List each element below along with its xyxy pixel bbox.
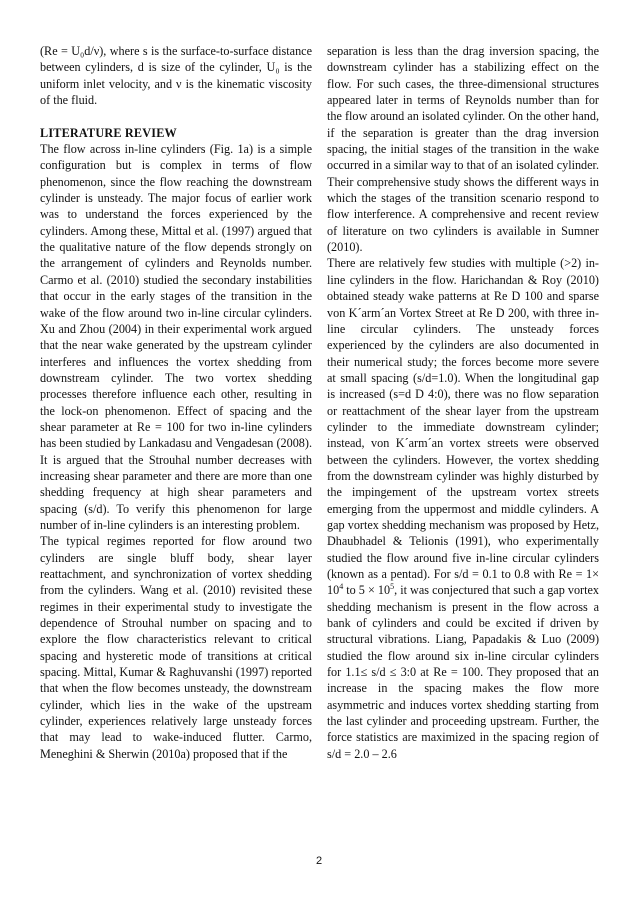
right-column — [327, 43, 599, 762]
paragraph-text: , it was conjectured that such a gap vortex shedding mechanism is present in the flow across a bank of cylinders and could be excited if driven by structural vibrations. Liang, Papadakis & Luo (2009) studied the flow around six in-line circular cylinders for 1.1≤ s/d ≤ 3:0 at Re = 100. They proposed that an increase in the spacing makes the flow more asymmetric and induces vortex shedding starting from the last cylinder and proceeding upstream. Further, the force statistics are maximized in the spacing region of s/d = 2.0 – 2.6 — [327, 583, 599, 761]
paragraph-text: to 5 × 10 — [343, 583, 391, 598]
body-paragraph: The flow across in-line cylinders (Fig. 1a) is a simple configuration but is complex in terms of flow phenomenon, since the flow reaching the downstream cylinder is unsteady. The major focus of earlier work was to understand the forces experienced by the cylinders. Among these, Mittal et al. (1997) argued that the qualitative nature of the flow depends strongly on the arrangement of cylinders and Reynolds number. Carmo et al. (2010) studied the secondary instabilities that occur in the early stages of the transition in the wake of the flow around two in-line circular cylinders. Xu and Zhou (2004) in their experimental work argued that the near wake generated by the upstream cylinder interferes and influences the vortex shedding from downstream cylinder. The two vortex shedding processes therefore influence each other, resulting in the lock-on phenomenon. Effect of spacing and the shear parameter at Re = 100 for two in-line cylinders has been studied by Lankadasu and Vengadesan (2008). It is argued that the Strouhal number decreases with increasing shear parameter and there are more than one shedding frequency at high shear parameters and spacing (s/d). To verify this phenomenon for large number of in-line cylinders is an interesting problem. — [40, 142, 312, 532]
exponent: 5 — [390, 582, 395, 592]
body-paragraph — [327, 255, 599, 762]
exponent: 4 — [339, 582, 344, 592]
section-heading: LITERATURE REVIEW — [40, 125, 177, 140]
paragraph-gap — [40, 108, 312, 124]
intro-paragraph: (Re = U₀d/ν), where s is the surface-to-surface distance between cylinders, d is size of the cylinder, U₀ is the uniform inlet velocity, and ν is the kinematic viscosity of the fluid. — [40, 44, 312, 108]
paragraph-text: There are relatively few studies with multiple (>2) in-line cylinders in the flow. Harichandan & Roy (2010) obtained steady wake patterns at Re D 100 and sparse von K´arm´an Vortex Street at Re D 200, with three in-line circular cylinders. The unsteady forces experienced by the cylinders are also documented in their numerical study; the forces become more severe at small spacing (s/d=1.0). When the longitudinal gap is increased (s=d D 4:0), there was no flow separation or reattachment of the shear layer from the upstream cylinder to the immediate downstream cylinder; instead, von K´arm´an vortex streets were observed between the cylinders. However, the vortex shedding from the downstream cylinder was highly disturbed by the impingement of the upstream vortex streets emerging from the uppermost and middle cylinders. A gap vortex shedding mechanism was proposed by Hetz, Dhaubhadel & Telionis (1991), who experimentally studied the flow around five in-line circular cylinders (known as a pentad). For s/d = 0.1 to 0.8 with Re = 1× 10 — [327, 256, 599, 598]
body-paragraph: separation is less than the drag inversion spacing, the downstream cylinder has a stabilizing effect on the flow. For such cases, the three-dimensional structures appeared later in terms of Reynolds number than for the flow around an isolated cylinder. On the other hand, if the separation is greater than the drag inversion spacing, the initial stages of the transition in the wake occurred in a similar way to that of an isolated cylinder. Their comprehensive study shows the different ways in which the stages of the transition scenario respond to flow interference. A comprehensive and recent review of literature on two cylinders is available in Sumner (2010). — [327, 44, 599, 255]
body-paragraph: The typical regimes reported for flow around two cylinders are single bluff body, shear layer reattachment, and synchronization of vortex shedding from the cylinders. Wang et al. (2010) revisited these regimes in their experimental study to investigate the dependence of Strouhal number on spacing and to explore the flow characteristics relevant to critical spacing and hysteretic mode of transitions at critical spacing. Mittal, Kumar & Raghuvanshi (1997) reported that when the flow becomes unsteady, the downstream cylinder, which lies in the wake of the upstream cylinder, experiences relatively large unsteady forces that may lead to wake-induced flutter. Carmo, Meneghini & Sherwin (2010a) proposed that if the — [40, 534, 312, 761]
left-column — [40, 43, 312, 762]
page-number: 2 — [315, 855, 323, 867]
